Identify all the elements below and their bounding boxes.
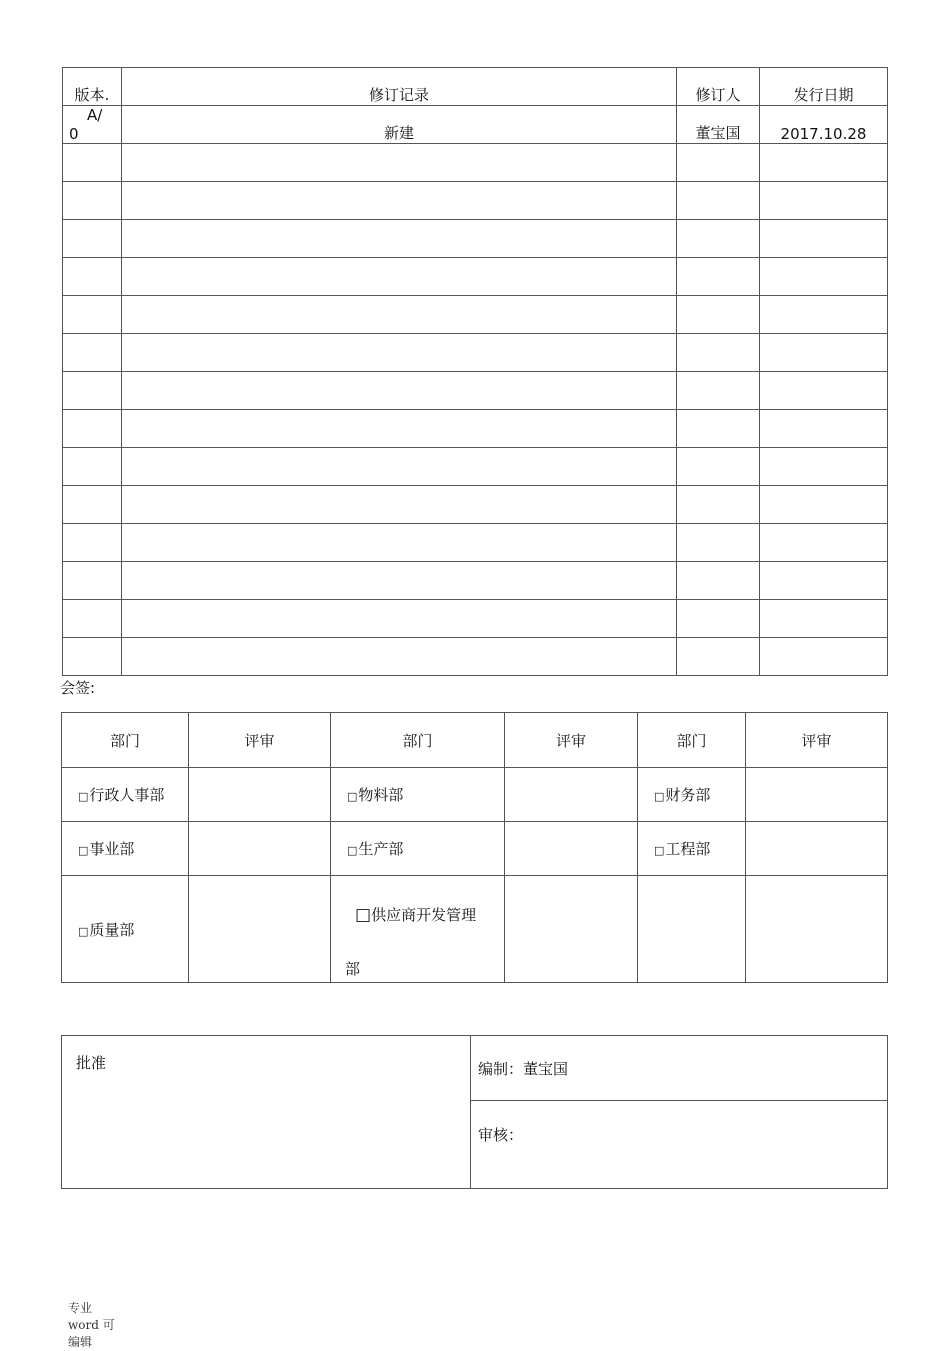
checkbox-icon[interactable]: □ bbox=[78, 924, 89, 938]
table-row bbox=[63, 334, 888, 372]
record-cell: 新建 bbox=[122, 106, 677, 144]
table-row bbox=[63, 144, 888, 182]
dept-admin-hr[interactable]: □行政人事部 bbox=[62, 768, 189, 822]
countersign-header-row bbox=[62, 713, 888, 768]
review-cell bbox=[505, 822, 638, 876]
table-row bbox=[63, 524, 888, 562]
dept-finance[interactable]: □财务部 bbox=[638, 768, 746, 822]
table-row bbox=[63, 106, 888, 144]
header-record: 修订记录 bbox=[122, 68, 677, 106]
header-date: 发行日期 bbox=[760, 68, 888, 106]
table-row bbox=[63, 600, 888, 638]
checkbox-icon[interactable]: □ bbox=[654, 844, 665, 857]
table-row bbox=[63, 258, 888, 296]
approve-cell bbox=[62, 1036, 471, 1189]
editor-cell: 编制：董宝国 bbox=[471, 1036, 888, 1101]
review-cell bbox=[746, 876, 888, 983]
date-cell: 2017.10.28 bbox=[760, 106, 888, 144]
checkbox-icon[interactable]: □ bbox=[654, 790, 665, 803]
reviewer-cell: 审核： bbox=[471, 1101, 888, 1189]
version-line1: A/ bbox=[87, 106, 103, 124]
reviser-cell: 董宝国 bbox=[677, 106, 760, 144]
checkbox-icon[interactable]: □ bbox=[78, 844, 89, 857]
dept-materials[interactable]: □物料部 bbox=[331, 768, 505, 822]
revision-table bbox=[62, 67, 888, 676]
header-dept: 部门 bbox=[62, 713, 189, 768]
dept-business[interactable]: □事业部 bbox=[62, 822, 189, 876]
table-row bbox=[63, 638, 888, 676]
header-review: 评审 bbox=[746, 713, 888, 768]
review-cell bbox=[189, 768, 331, 822]
approval-table bbox=[61, 1035, 888, 1189]
footer-watermark: 专业 word 可 编辑 bbox=[68, 1301, 115, 1349]
table-row bbox=[63, 486, 888, 524]
header-version: 版本. bbox=[63, 68, 122, 106]
checkbox-icon[interactable]: □ bbox=[347, 844, 358, 857]
table-row bbox=[62, 768, 888, 822]
countersign-table bbox=[61, 712, 888, 983]
table-row bbox=[63, 372, 888, 410]
checkbox-icon[interactable]: □ bbox=[355, 905, 372, 925]
checkbox-icon[interactable]: □ bbox=[78, 790, 89, 803]
table-row bbox=[63, 220, 888, 258]
table-row bbox=[62, 822, 888, 876]
header-review: 评审 bbox=[505, 713, 638, 768]
table-row bbox=[63, 448, 888, 486]
dept-production[interactable]: □生产部 bbox=[331, 822, 505, 876]
header-reviser: 修订人 bbox=[677, 68, 760, 106]
header-review: 评审 bbox=[189, 713, 331, 768]
dept-supplier-dev[interactable]: □供应商开发管理 部 bbox=[331, 876, 505, 983]
header-dept: 部门 bbox=[638, 713, 746, 768]
header-dept: 部门 bbox=[331, 713, 505, 768]
empty-cell bbox=[638, 876, 746, 983]
checkbox-icon[interactable]: □ bbox=[347, 790, 358, 803]
table-row bbox=[62, 876, 888, 983]
table-row bbox=[63, 562, 888, 600]
version-line2: 0 bbox=[69, 125, 79, 143]
review-cell bbox=[189, 876, 331, 983]
countersign-label: 会签: bbox=[60, 679, 96, 697]
review-cell bbox=[746, 822, 888, 876]
table-row bbox=[63, 182, 888, 220]
review-cell bbox=[189, 822, 331, 876]
table-row bbox=[63, 296, 888, 334]
dept-engineering[interactable]: □工程部 bbox=[638, 822, 746, 876]
table-row bbox=[63, 410, 888, 448]
review-cell bbox=[505, 876, 638, 983]
approve-label: 批准 bbox=[76, 1054, 107, 1072]
review-cell bbox=[746, 768, 888, 822]
review-cell bbox=[505, 768, 638, 822]
revision-header-row bbox=[63, 68, 888, 106]
dept-quality[interactable]: □质量部 bbox=[62, 876, 189, 983]
version-cell bbox=[63, 106, 122, 144]
